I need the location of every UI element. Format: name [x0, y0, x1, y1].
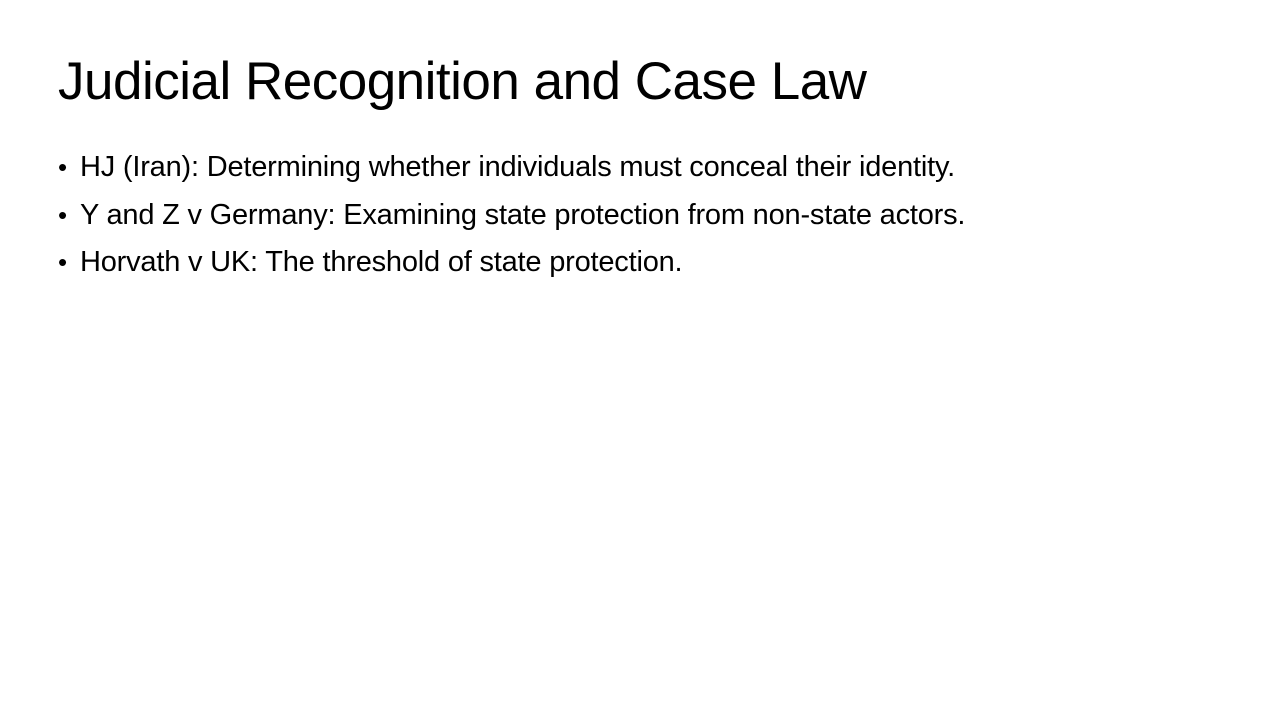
list-item-text: HJ (Iran): Determining whether individuals must conceal their identity. — [80, 151, 955, 183]
list-item — [58, 144, 1228, 192]
bullet-icon: • — [58, 247, 67, 277]
page-title: Judicial Recognition and Case Law — [58, 52, 867, 111]
list-item — [58, 239, 1228, 287]
bullet-icon: • — [58, 199, 67, 230]
bullet-icon: • — [58, 152, 67, 182]
list-item-text: Horvath v UK: The threshold of state protection. — [80, 246, 683, 278]
bullet-list — [58, 144, 1228, 287]
list-item — [58, 192, 1228, 240]
list-item-text: Y and Z v Germany: Examining state protection from non-state actors. — [80, 198, 966, 231]
